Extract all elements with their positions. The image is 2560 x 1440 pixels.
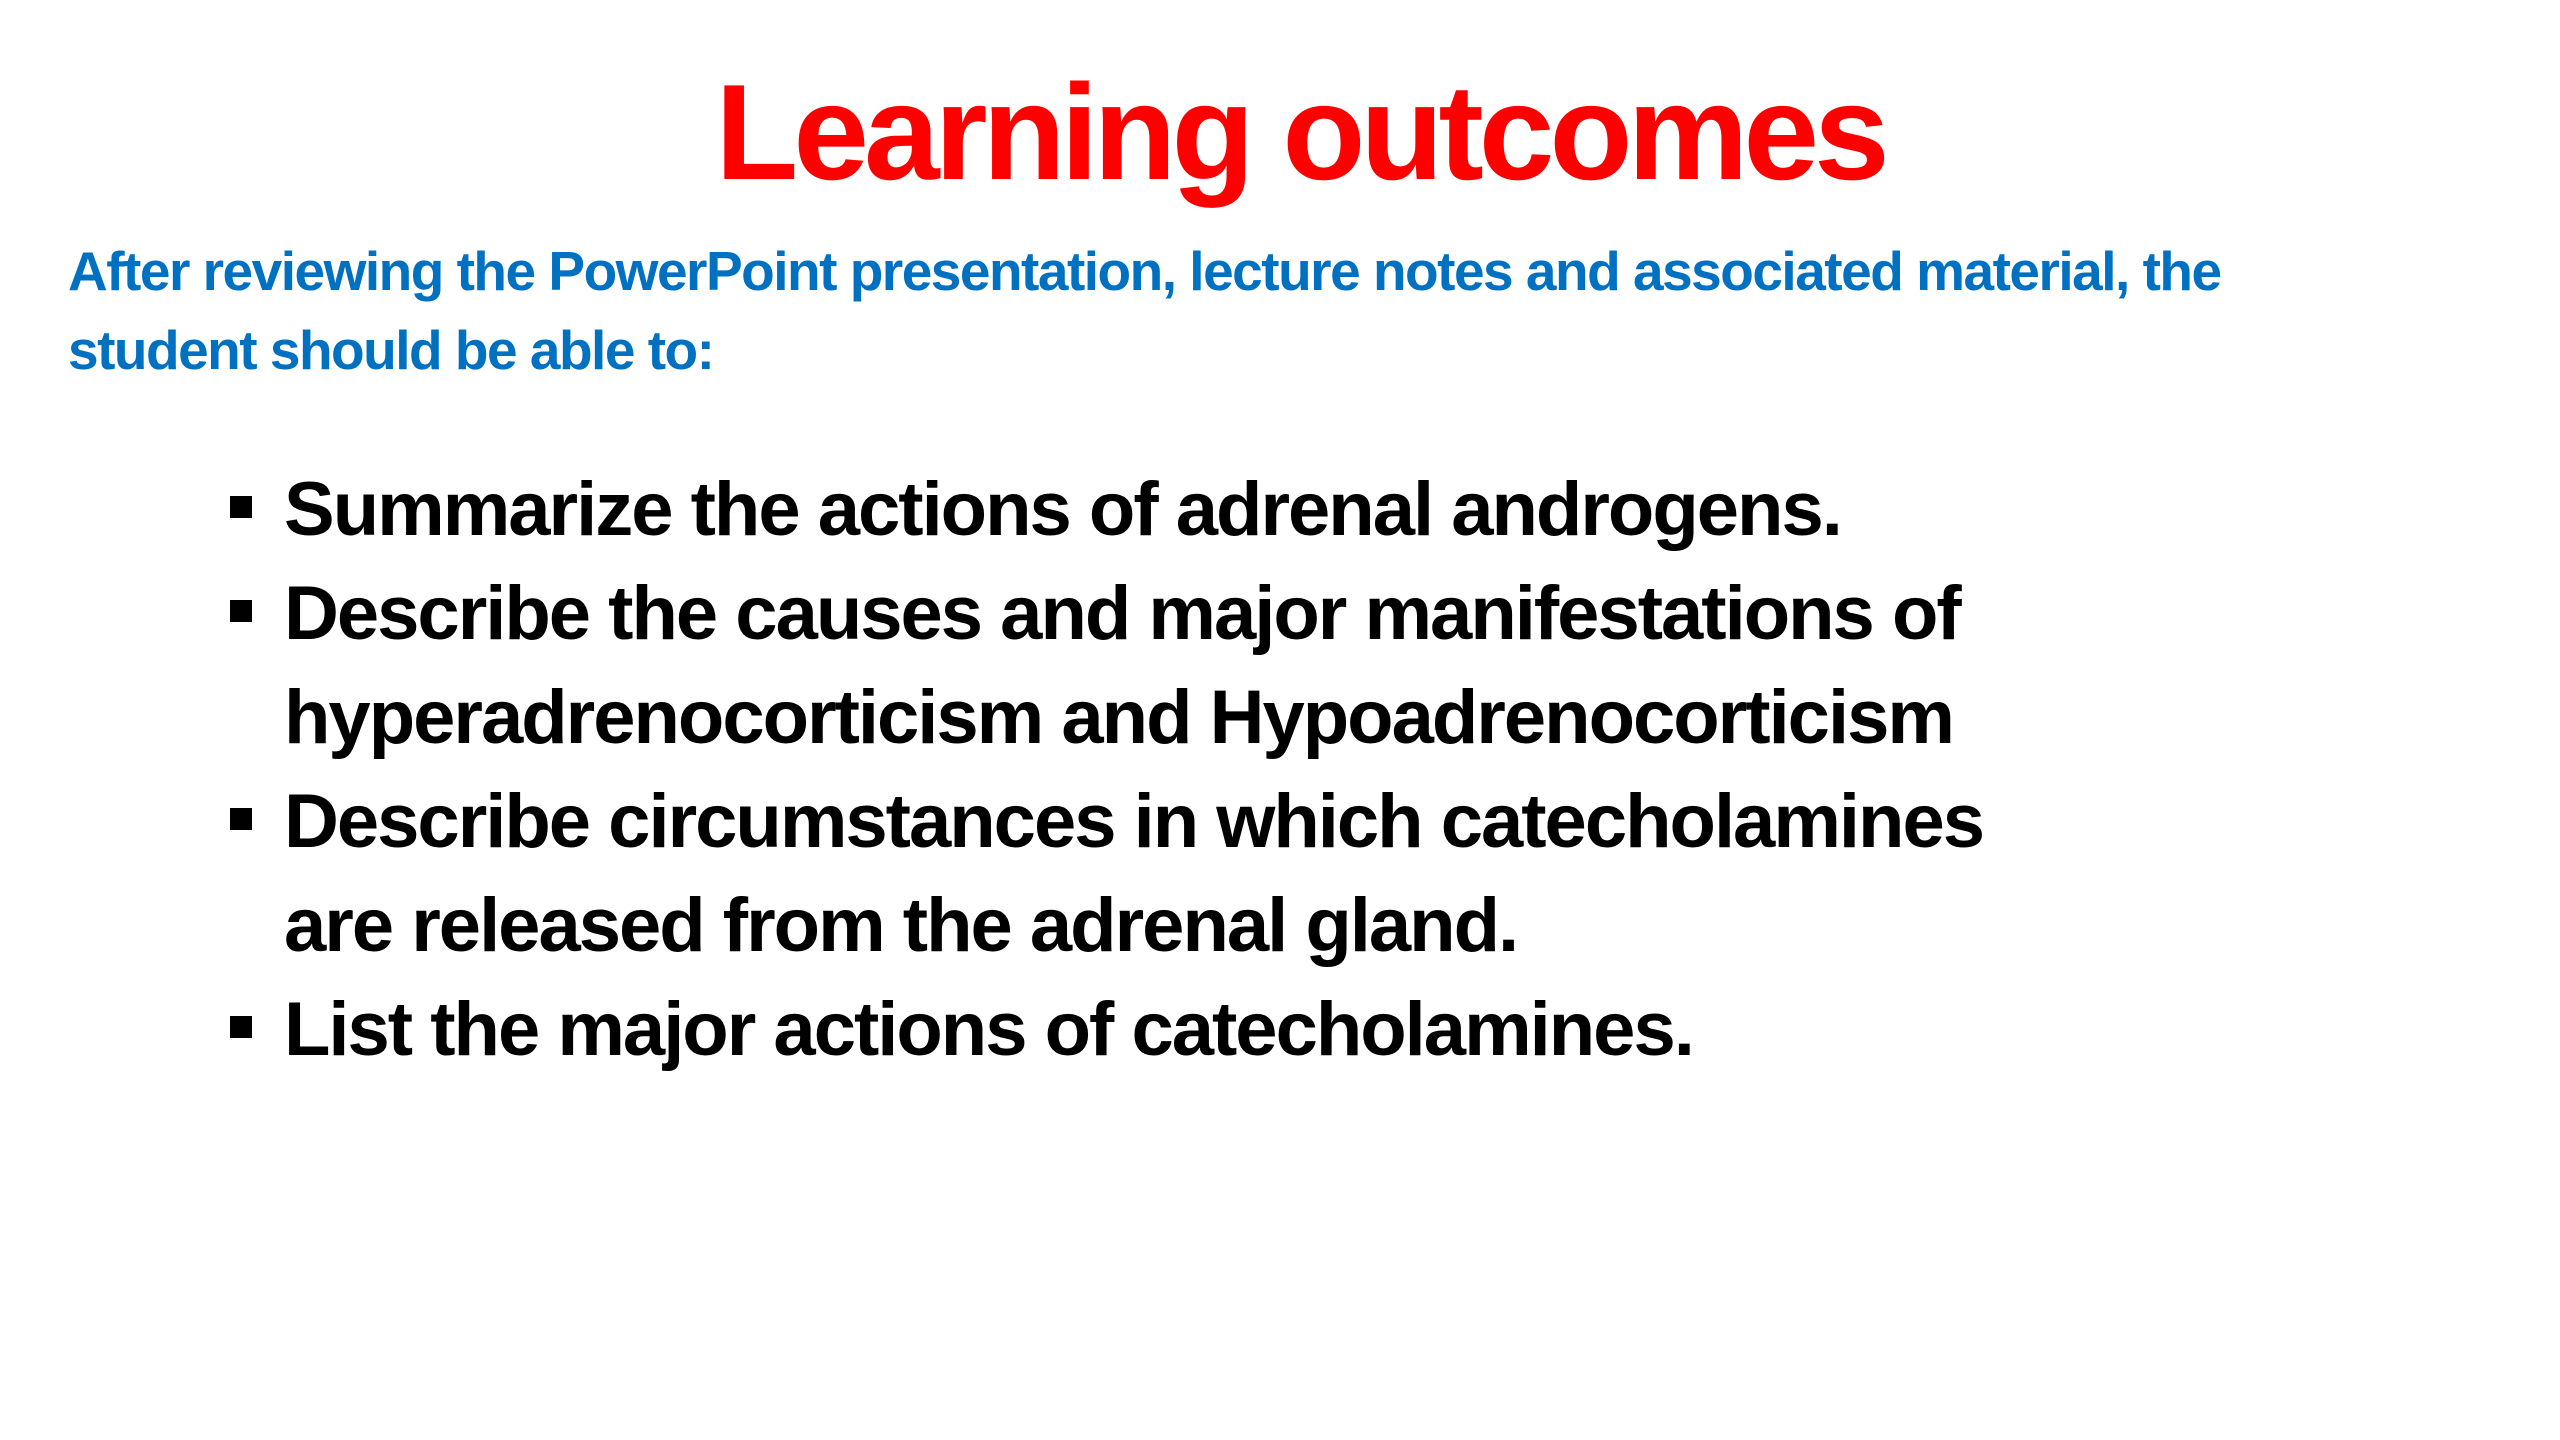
list-item-text: Summarize the actions of adrenal androgens. — [284, 467, 1841, 552]
list-item — [0, 458, 2560, 562]
learning-outcomes-list — [0, 458, 2560, 1082]
list-item — [0, 978, 2560, 1082]
slide-title: Learning outcomes — [715, 56, 1885, 208]
intro-line: student should be able to: — [68, 319, 714, 381]
list-item — [0, 562, 2560, 770]
square-bullet-icon — [230, 600, 252, 622]
list-item-text: are released from the adrenal gland. — [284, 883, 1518, 968]
list-item-text: hyperadrenocorticism and Hypoadrenocorticism — [284, 675, 1953, 760]
square-bullet-icon — [230, 1016, 252, 1038]
list-item-text: Describe circumstances in which catecholamines — [284, 779, 1983, 864]
square-bullet-icon — [230, 808, 252, 830]
list-item-text: List the major actions of catecholamines. — [284, 987, 1693, 1072]
intro-line: After reviewing the PowerPoint presentation, lecture notes and associated material, the — [68, 240, 2221, 302]
square-bullet-icon — [230, 496, 252, 518]
list-item — [0, 770, 2560, 978]
intro-text — [68, 232, 2488, 390]
list-item-text: Describe the causes and major manifestations of — [284, 571, 1960, 656]
